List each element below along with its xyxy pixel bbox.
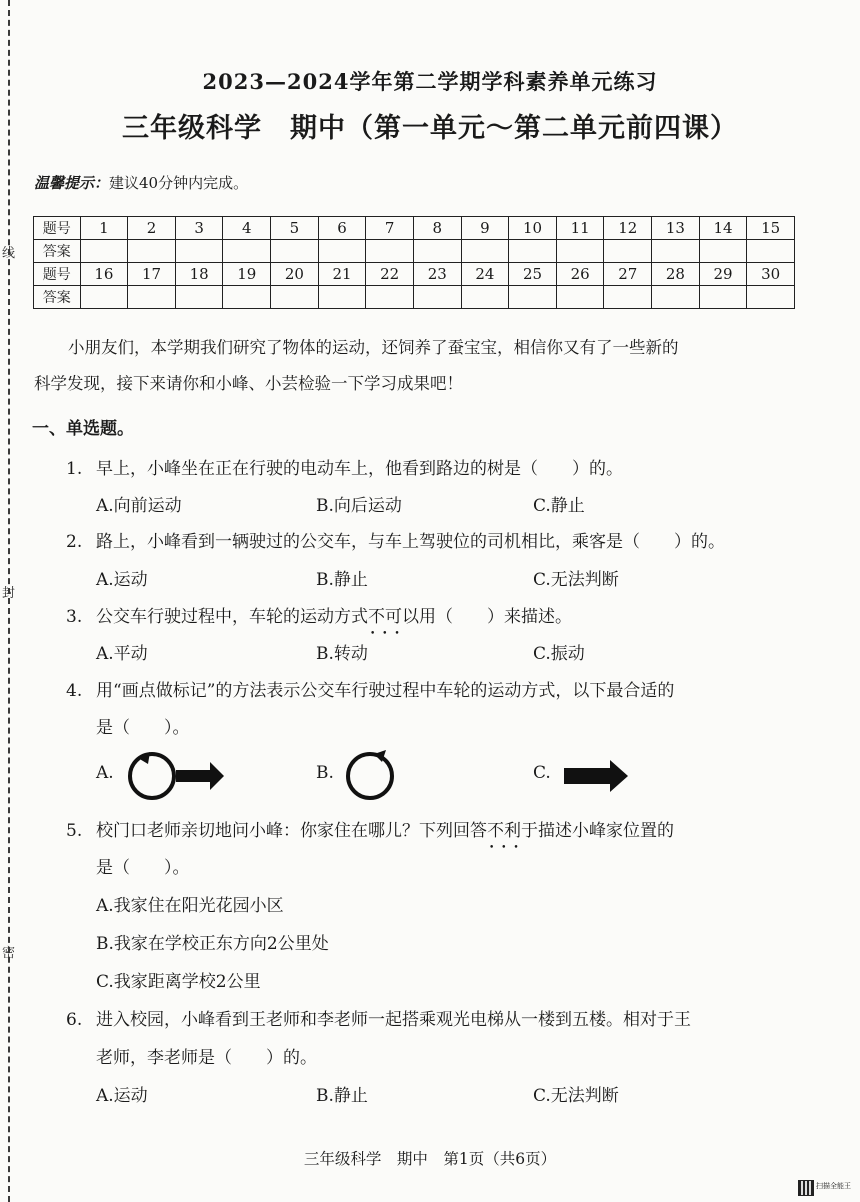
question-5-continuation: 是（ ）。	[96, 858, 190, 878]
margin-mark-line: 线	[2, 246, 16, 261]
question-5	[66, 816, 806, 841]
question-3	[66, 602, 806, 627]
intro-paragraph	[34, 330, 796, 402]
answer-cell[interactable]	[747, 286, 795, 309]
answer-table-number-row-1	[34, 217, 795, 240]
answer-cell[interactable]	[652, 240, 700, 263]
question-number: 4.	[66, 681, 83, 701]
qnum-cell: 2	[128, 217, 176, 240]
option-c[interactable]: C.	[533, 763, 551, 783]
option-b[interactable]: B.向后运动	[316, 496, 402, 516]
qnum-cell: 26	[556, 263, 604, 286]
answer-cell[interactable]	[318, 286, 366, 309]
qr-code-icon	[798, 1180, 814, 1196]
qnum-cell: 11	[556, 217, 604, 240]
tip-label: 温馨提示：	[34, 174, 110, 192]
answer-cell[interactable]	[556, 240, 604, 263]
question-text: 路上，小峰看到一辆驶过的公交车，与车上驾驶位的司机相比，乘客是（ ）的。	[96, 532, 725, 552]
qnum-cell: 17	[128, 263, 176, 286]
qnum-cell: 25	[509, 263, 557, 286]
row-label-number: 题号	[34, 217, 81, 240]
qnum-cell: 4	[223, 217, 271, 240]
question-1	[66, 454, 806, 479]
tip-text: 建议40分钟内完成。	[109, 174, 249, 192]
question-text-after: 描述小峰家位置的	[538, 821, 674, 841]
answer-cell[interactable]	[747, 240, 795, 263]
emphasis-not-helpful: 不利于 • • •	[487, 821, 538, 841]
qnum-cell: 27	[604, 263, 652, 286]
page-footer: 三年级科学 期中 第1页（共6页）	[303, 1150, 557, 1168]
answer-cell[interactable]	[223, 240, 271, 263]
answer-cell[interactable]	[128, 240, 176, 263]
row-label-number: 题号	[34, 263, 81, 286]
question-text-before: 校门口老师亲切地问小峰：你家住在哪儿？下列回答	[96, 821, 487, 841]
question-text-after: 用（ ）来描述。	[419, 607, 572, 627]
figure-b-wheel-icon	[342, 748, 402, 804]
answer-cell[interactable]	[556, 286, 604, 309]
row-label-answer: 答案	[34, 286, 81, 309]
qnum-cell: 7	[366, 217, 414, 240]
option-c[interactable]: C.静止	[533, 496, 585, 516]
question-number: 3.	[66, 607, 83, 627]
answer-cell[interactable]	[271, 240, 319, 263]
qnum-cell: 19	[223, 263, 271, 286]
intro-line2: 科学发现，接下来请你和小峰、小芸检验一下学习成果吧！	[34, 374, 463, 393]
answer-cell[interactable]	[413, 240, 461, 263]
question-text: 早上，小峰坐在正在行驶的电动车上，他看到路边的树是（ ）的。	[96, 459, 623, 479]
qnum-cell: 12	[604, 217, 652, 240]
answer-cell[interactable]	[175, 286, 223, 309]
answer-cell[interactable]	[509, 286, 557, 309]
question-number: 1.	[66, 459, 83, 479]
answer-cell[interactable]	[699, 286, 747, 309]
answer-cell[interactable]	[271, 286, 319, 309]
option-a[interactable]: A.我家住在阳光花园小区	[96, 896, 284, 916]
answer-cell[interactable]	[366, 286, 414, 309]
answer-cell[interactable]	[461, 240, 509, 263]
option-a[interactable]: A.平动	[96, 644, 148, 664]
option-b[interactable]: B.静止	[316, 570, 368, 590]
answer-table	[33, 216, 795, 309]
question-6-continuation: 老师，李老师是（ ）的。	[96, 1048, 317, 1068]
figure-c-arrow-icon	[562, 758, 630, 794]
option-c[interactable]: C.振动	[533, 644, 585, 664]
qnum-cell: 18	[175, 263, 223, 286]
qnum-cell: 30	[747, 263, 795, 286]
answer-cell[interactable]	[461, 286, 509, 309]
qnum-cell: 6	[318, 217, 366, 240]
question-number: 2.	[66, 532, 83, 552]
question-text-before: 公交车行驶过程中，车轮的运动方式	[96, 607, 368, 627]
answer-cell[interactable]	[80, 286, 128, 309]
row-label-answer: 答案	[34, 240, 81, 263]
qnum-cell: 21	[318, 263, 366, 286]
answer-cell[interactable]	[223, 286, 271, 309]
qnum-cell: 14	[699, 217, 747, 240]
qnum-cell: 28	[652, 263, 700, 286]
qnum-cell: 20	[271, 263, 319, 286]
binding-margin-line	[8, 0, 10, 1202]
qnum-cell: 3	[175, 217, 223, 240]
question-6	[66, 1005, 806, 1030]
answer-cell[interactable]	[80, 240, 128, 263]
answer-cell[interactable]	[604, 240, 652, 263]
option-a[interactable]: A.运动	[96, 1086, 148, 1106]
option-b[interactable]: B.我家在学校正东方向2公里处	[96, 934, 329, 954]
option-a[interactable]: A.向前运动	[96, 496, 182, 516]
answer-cell[interactable]	[509, 240, 557, 263]
option-b[interactable]: B.静止	[316, 1086, 368, 1106]
qnum-cell: 23	[413, 263, 461, 286]
answer-cell[interactable]	[128, 286, 176, 309]
option-c[interactable]: C.我家距离学校2公里	[96, 972, 261, 992]
qnum-cell: 1	[80, 217, 128, 240]
answer-cell[interactable]	[318, 240, 366, 263]
qnum-cell: 29	[699, 263, 747, 286]
option-c[interactable]: C.无法判断	[533, 570, 619, 590]
qnum-cell: 13	[652, 217, 700, 240]
figure-a-wheel-with-arrow-icon	[126, 748, 226, 804]
option-a[interactable]: A.	[96, 763, 114, 783]
watermark-text: 扫描全能王	[816, 1182, 851, 1190]
question-number: 5.	[66, 821, 83, 841]
answer-cell[interactable]	[652, 286, 700, 309]
qnum-cell: 9	[461, 217, 509, 240]
answer-table-number-row-2	[34, 263, 795, 286]
tip-line	[34, 172, 248, 193]
question-4	[66, 676, 806, 701]
qnum-cell: 5	[271, 217, 319, 240]
qnum-cell: 24	[461, 263, 509, 286]
option-b[interactable]: B.	[316, 763, 334, 783]
option-c[interactable]: C.无法判断	[533, 1086, 619, 1106]
qnum-cell: 15	[747, 217, 795, 240]
exam-title-line2: 三年级科学 期中（第一单元～第二单元前四课）	[122, 113, 738, 144]
option-a[interactable]: A.运动	[96, 570, 148, 590]
qnum-cell: 10	[509, 217, 557, 240]
question-text: 用“画点做标记”的方法表示公交车行驶过程中车轮的运动方式，以下最合适的	[96, 681, 675, 701]
question-text: 进入校园，小峰看到王老师和李老师一起搭乘观光电梯从一楼到五楼。相对于王	[96, 1010, 691, 1030]
option-b[interactable]: B.转动	[316, 644, 368, 664]
answer-cell[interactable]	[413, 286, 461, 309]
exam-title-line1: 2023—2024学年第二学期学科素养单元练习	[202, 69, 658, 94]
qnum-cell: 8	[413, 217, 461, 240]
intro-line1: 小朋友们，本学期我们研究了物体的运动，还饲养了蚕宝宝，相信你又有了一些新的	[68, 338, 679, 357]
margin-mark-secret: 密	[2, 946, 16, 961]
answer-cell[interactable]	[366, 240, 414, 263]
question-4-continuation: 是（ ）。	[96, 718, 190, 738]
question-number: 6.	[66, 1010, 83, 1030]
margin-mark-seal: 封	[2, 586, 16, 601]
answer-table-answer-row-1	[34, 240, 795, 263]
qnum-cell: 16	[80, 263, 128, 286]
answer-cell[interactable]	[175, 240, 223, 263]
section-title: 一、单选题。	[32, 419, 134, 439]
answer-cell[interactable]	[699, 240, 747, 263]
answer-cell[interactable]	[604, 286, 652, 309]
qnum-cell: 22	[366, 263, 414, 286]
question-2	[66, 527, 806, 552]
emphasis-not-able: 不可以 • • •	[368, 607, 419, 627]
answer-table-answer-row-2	[34, 286, 795, 309]
